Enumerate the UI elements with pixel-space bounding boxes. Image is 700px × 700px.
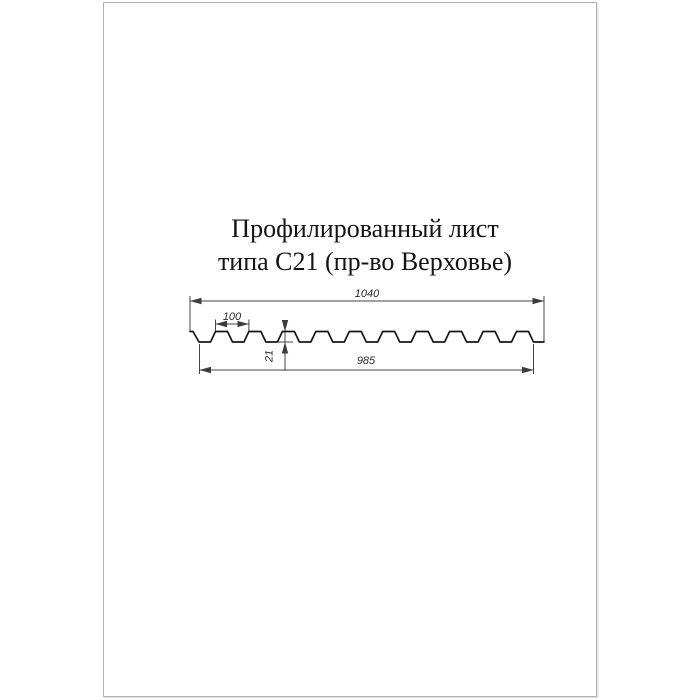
sheet-profile-outline <box>190 332 544 343</box>
title-line-1: Профилированный лист <box>231 214 499 243</box>
dim-useful-width <box>200 344 534 374</box>
dim-overall-width <box>190 288 544 342</box>
dim-label-overall-width: 1040 <box>354 288 380 300</box>
dim-profile-height <box>264 322 294 371</box>
dim-label-rib-pitch: 100 <box>222 311 242 323</box>
dim-label-profile-height: 21 <box>263 349 276 363</box>
dim-rib-pitch <box>216 311 249 331</box>
dim-label-useful-width: 985 <box>356 355 376 367</box>
title-line-2: типа С21 (пр-во Верховье) <box>217 247 513 276</box>
